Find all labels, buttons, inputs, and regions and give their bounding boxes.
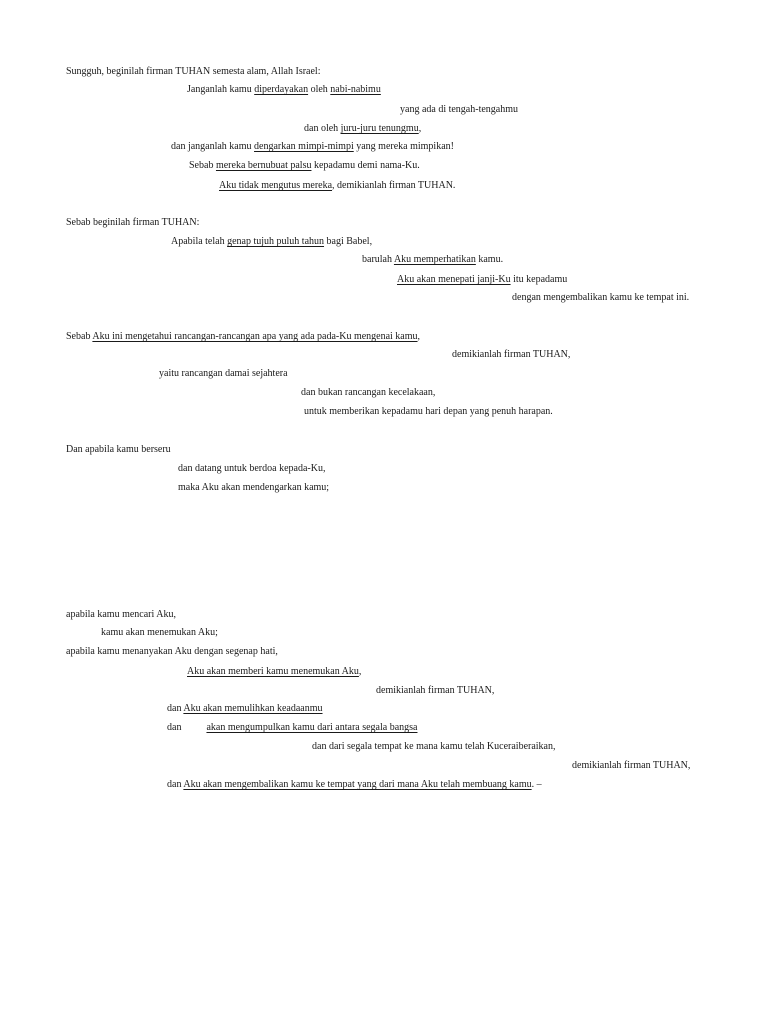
text-line <box>452 349 570 361</box>
text-segment: , <box>417 331 421 342</box>
text-segment: demikianlah firman TUHAN, <box>452 349 571 360</box>
text-segment: dan <box>167 779 184 790</box>
underlined-text: genap tujuh puluh tahun <box>227 236 325 247</box>
underlined-text: juru-juru tenungmu <box>340 123 419 134</box>
text-segment: apabila kamu menanyakan Aku dengan segenap hati, <box>66 646 278 657</box>
text-line <box>187 666 361 678</box>
text-line <box>167 722 417 734</box>
text-line <box>66 331 420 343</box>
text-line <box>66 646 278 658</box>
underlined-text: Aku akan memulihkan keadaanmu <box>183 703 323 714</box>
text-segment: barulah <box>362 254 394 265</box>
text-line <box>512 292 689 304</box>
text-segment: demikianlah firman TUHAN, <box>376 685 495 696</box>
text-line <box>362 254 503 266</box>
text-segment: oleh <box>308 84 331 95</box>
text-line <box>400 104 518 116</box>
text-line <box>66 217 199 229</box>
text-line <box>187 84 381 96</box>
text-line <box>171 141 454 153</box>
text-line <box>312 741 556 753</box>
text-line <box>178 463 325 475</box>
text-segment: Sebab <box>66 331 93 342</box>
text-segment: untuk memberikan kepadamu hari depan yang penuh harapan. <box>304 406 553 417</box>
text-segment: kamu. <box>475 254 504 265</box>
text-line <box>219 180 455 192</box>
text-line <box>66 609 176 621</box>
underlined-text: Aku akan mengembalikan kamu ke tempat yang dari mana Aku telah membuang kamu <box>183 779 532 790</box>
text-line <box>101 627 218 639</box>
text-segment: yang ada di tengah-tengahmu <box>400 104 519 115</box>
underlined-text: mereka bernubuat palsu <box>215 160 312 171</box>
text-segment: kamu akan menemukan Aku; <box>101 627 218 638</box>
text-segment: dan <box>167 722 207 733</box>
text-segment: yang mereka mimpikan! <box>353 141 454 152</box>
underlined-text: akan mengumpulkan kamu dari antara segala bangsa <box>206 722 418 733</box>
text-segment: dan <box>167 703 184 714</box>
text-line <box>66 444 171 456</box>
text-segment: , <box>418 123 422 134</box>
underlined-text: Aku memperhatikan <box>393 254 476 265</box>
text-line <box>397 274 567 286</box>
text-segment: Sungguh, beginilah firman TUHAN semesta alam, Allah Israel: <box>66 66 321 77</box>
text-line <box>189 160 420 172</box>
text-segment: , <box>358 666 362 677</box>
text-segment: apabila kamu mencari Aku, <box>66 609 176 620</box>
text-segment: itu kepadamu <box>510 274 568 285</box>
text-segment: Sebab beginilah firman TUHAN: <box>66 217 200 228</box>
underlined-text: Aku akan memberi kamu menemukan Aku <box>187 666 359 677</box>
text-segment: bagi Babel, <box>324 236 373 247</box>
underlined-text: Aku akan menepati janji-Ku <box>397 274 511 285</box>
underlined-text: nabi-nabimu <box>330 84 381 95</box>
text-line <box>304 406 553 418</box>
text-segment: dan bukan rancangan kecelakaan, <box>301 387 436 398</box>
text-segment: dan dari segala tempat ke mana kamu telah Kuceraiberaikan, <box>312 741 556 752</box>
text-line <box>159 368 288 380</box>
text-segment: dengan mengembalikan kamu ke tempat ini. <box>512 292 690 303</box>
text-segment: demikianlah firman TUHAN, <box>572 760 691 771</box>
text-line <box>66 66 320 78</box>
text-line <box>301 387 435 399</box>
underlined-text: Aku ini mengetahui rancangan-rancangan apa yang ada pada-Ku mengenai kamu <box>92 331 418 342</box>
text-line <box>572 760 690 772</box>
text-segment: , demikianlah firman TUHAN. <box>332 180 456 191</box>
text-segment: yaitu rancangan damai sejahtera <box>159 368 288 379</box>
text-line <box>167 703 323 715</box>
text-line <box>171 236 372 248</box>
text-line <box>178 482 329 494</box>
text-segment: . – <box>531 779 542 790</box>
text-segment: maka Aku akan mendengarkan kamu; <box>178 482 330 493</box>
text-segment: kepadamu demi nama-Ku. <box>311 160 420 171</box>
text-segment: dan janganlah kamu <box>171 141 255 152</box>
underlined-text: diperdayakan <box>254 84 309 95</box>
text-segment: dan datang untuk berdoa kepada-Ku, <box>178 463 326 474</box>
text-segment: Apabila telah <box>171 236 228 247</box>
text-segment: Dan apabila kamu berseru <box>66 444 171 455</box>
text-line <box>376 685 494 697</box>
text-segment: Janganlah kamu <box>187 84 255 95</box>
underlined-text: dengarkan mimpi-mimpi <box>254 141 354 152</box>
underlined-text: Aku tidak mengutus mereka <box>219 180 333 191</box>
text-line <box>304 123 421 135</box>
text-segment: Sebab <box>189 160 216 171</box>
text-segment: dan oleh <box>304 123 341 134</box>
text-line <box>167 779 542 791</box>
